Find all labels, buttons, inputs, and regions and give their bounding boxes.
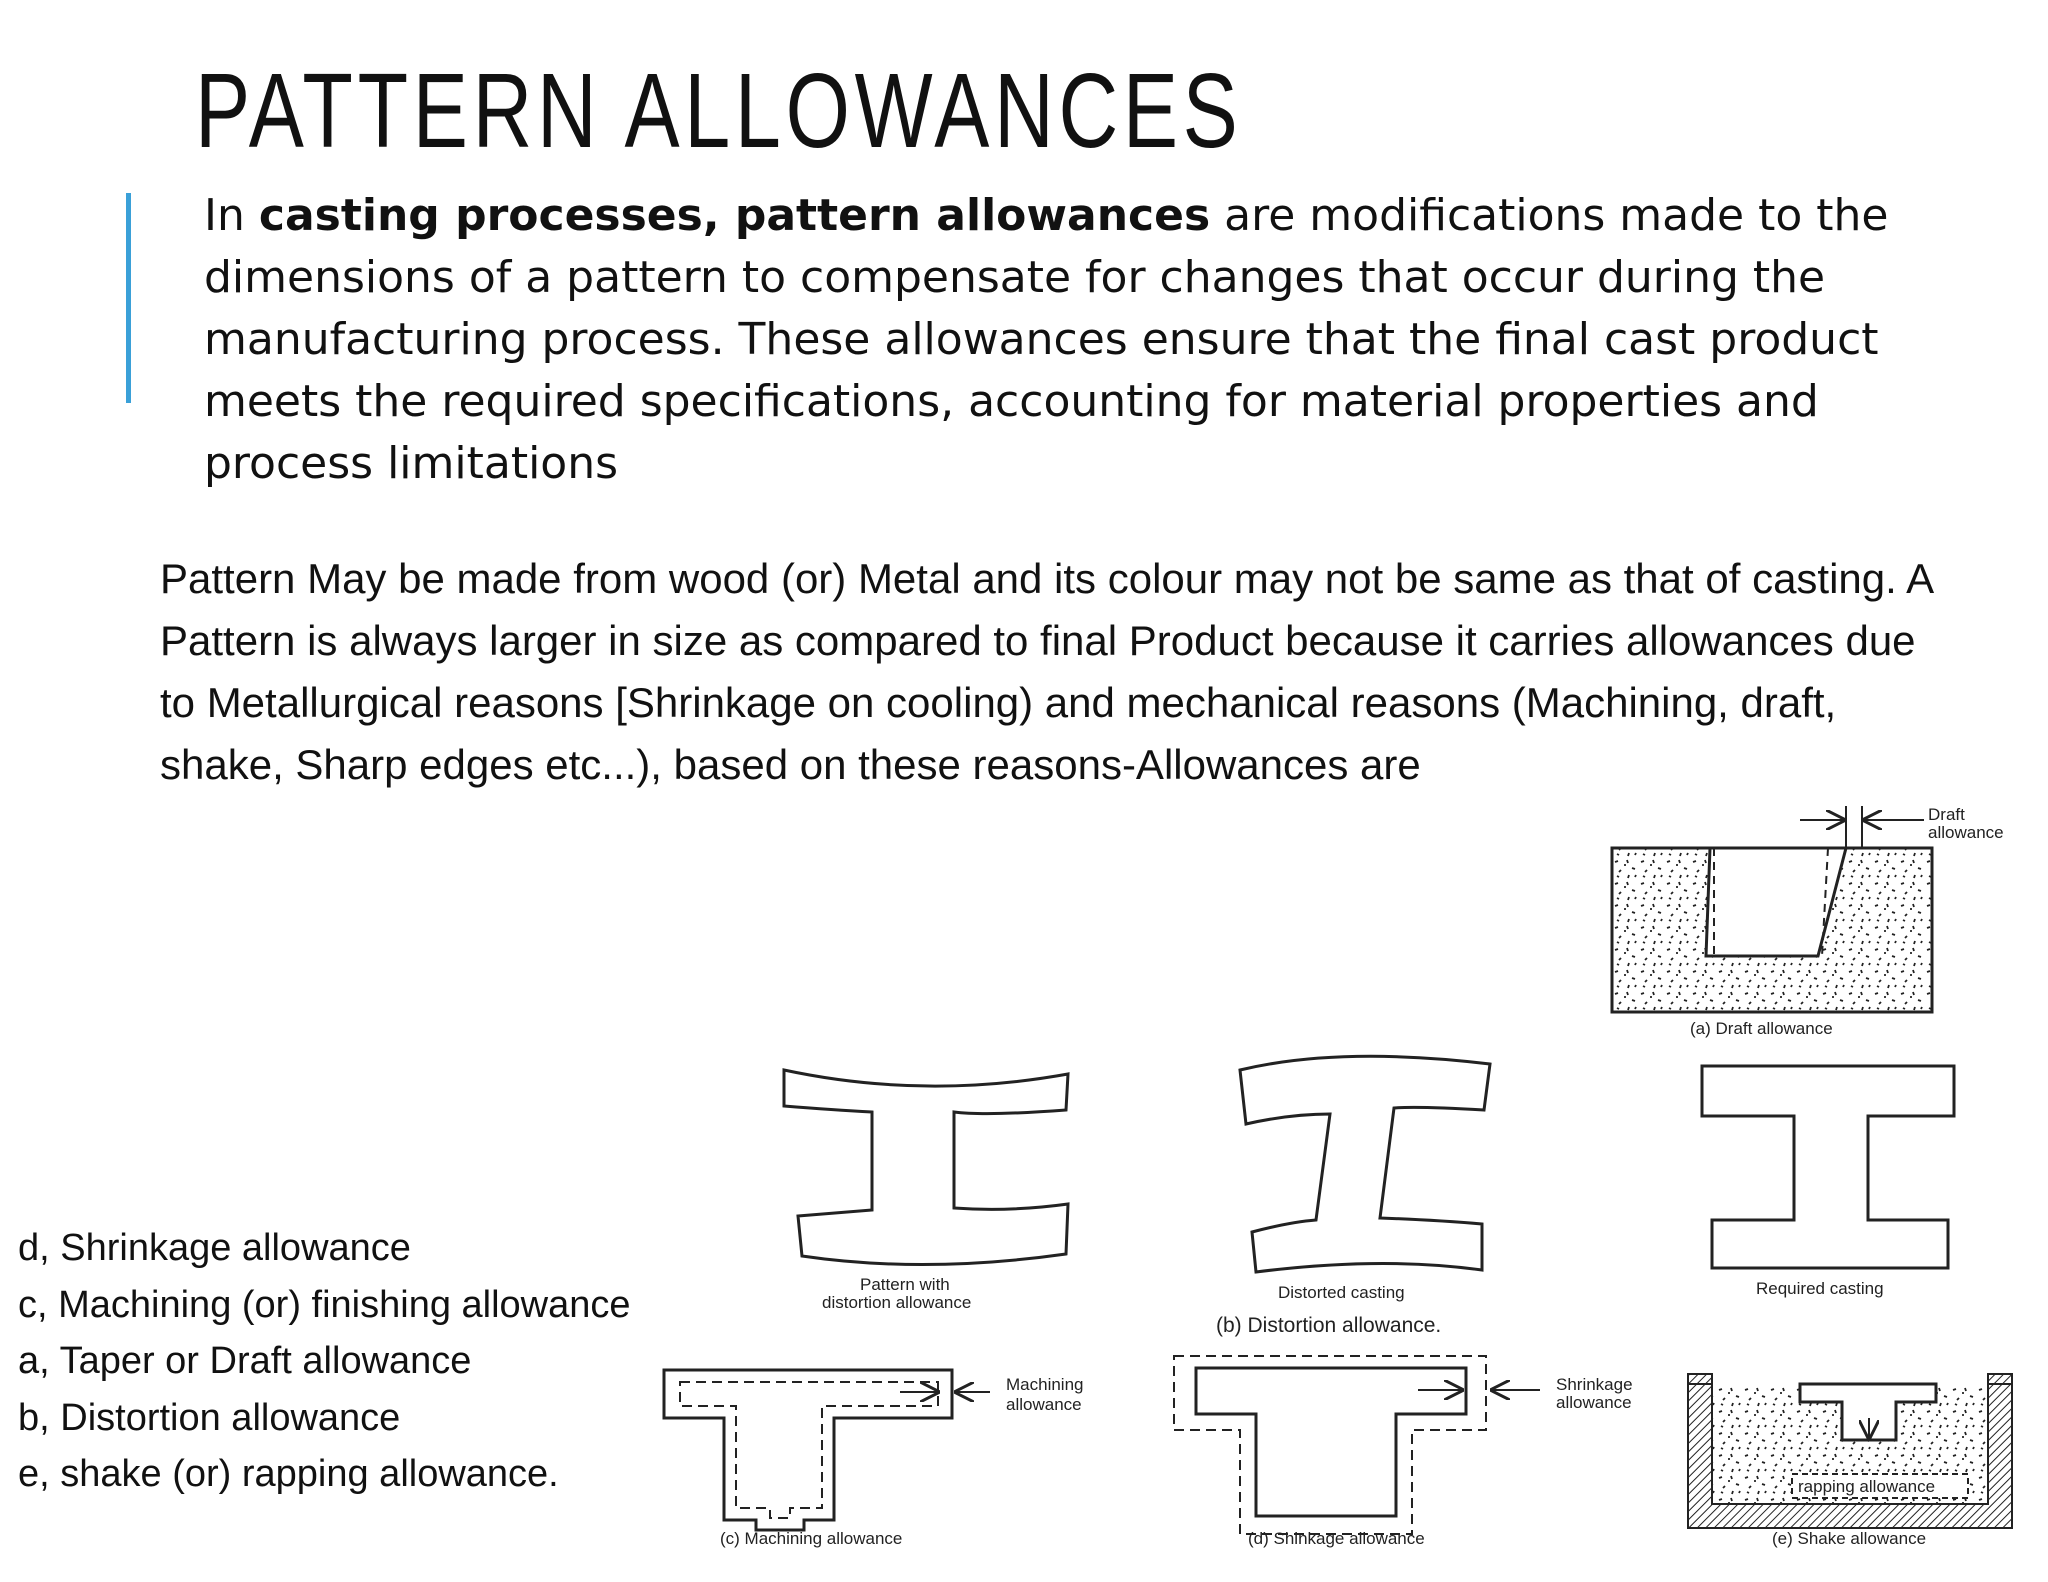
- draft-label-2: allowance: [1928, 823, 2004, 842]
- required-casting-shape: [1702, 1066, 1954, 1298]
- draft-label-1: Draft: [1928, 805, 1965, 824]
- intro-rest: are modifications made to the dimensions of a pattern to compensate for changes that occur during the manufacturing process. These allowances ensure that the final cast product meets the required specifications, accounting for material properties and process limitations: [204, 190, 1889, 489]
- pattern-distortion-shape: [784, 1070, 1068, 1312]
- shake-allowance-diagram: [1688, 1374, 2012, 1548]
- legend-item: d, Shrinkage allowance: [18, 1227, 411, 1269]
- required-caption: Required casting: [1756, 1279, 1884, 1298]
- legend-item: a, Taper or Draft allowance: [18, 1340, 472, 1382]
- draft-caption: (a) Draft allowance: [1690, 1019, 1833, 1038]
- shrinkage-label-1: Shrinkage: [1556, 1375, 1633, 1394]
- shrinkage-allowance-diagram: [1174, 1356, 1633, 1548]
- pattern-caption-1: Pattern with: [860, 1275, 950, 1294]
- legend-item: b, Distortion allowance: [18, 1396, 401, 1439]
- rapping-label: rapping allowance: [1798, 1477, 1936, 1496]
- shrinkage-label-2: allowance: [1556, 1393, 1632, 1412]
- legend-item: c, Machining (or) finishing allowance: [18, 1283, 631, 1326]
- machining-label-1: Machining: [1006, 1375, 1084, 1394]
- slide-title: PATTERN ALLOWANCES: [195, 52, 1243, 170]
- machining-caption: (c) Machining allowance: [720, 1529, 903, 1548]
- machining-label-2: allowance: [1006, 1395, 1082, 1414]
- shake-caption: (e) Shake allowance: [1772, 1529, 1927, 1548]
- distortion-caption: (b) Distortion allowance.: [1216, 1314, 1442, 1337]
- draft-allowance-diagram: [1612, 805, 2004, 1038]
- legend-item: e, shake (or) rapping allowance.: [18, 1453, 559, 1495]
- intro-pre: In: [204, 190, 259, 241]
- shrinkage-caption: (d) Shinkage allowance: [1248, 1529, 1425, 1548]
- distorted-casting-shape: [1216, 1056, 1490, 1337]
- pattern-caption-2: distortion allowance: [822, 1293, 972, 1312]
- machining-allowance-diagram: [664, 1370, 1084, 1548]
- body-paragraph: Pattern May be made from wood (or) Metal and its colour may not be same as that of casting. A Pattern is always larger in size as compared to final Product because it carries allowances due to Metallurgical reasons [Shrinkage on cooling) and mechanical reasons (Machining, draft, shake, Sharp edges etc...), based on these reasons-Allowances are: [160, 555, 1932, 788]
- intro-bold: casting processes, pattern allowances: [258, 190, 1211, 241]
- distorted-caption: Distorted casting: [1278, 1283, 1405, 1302]
